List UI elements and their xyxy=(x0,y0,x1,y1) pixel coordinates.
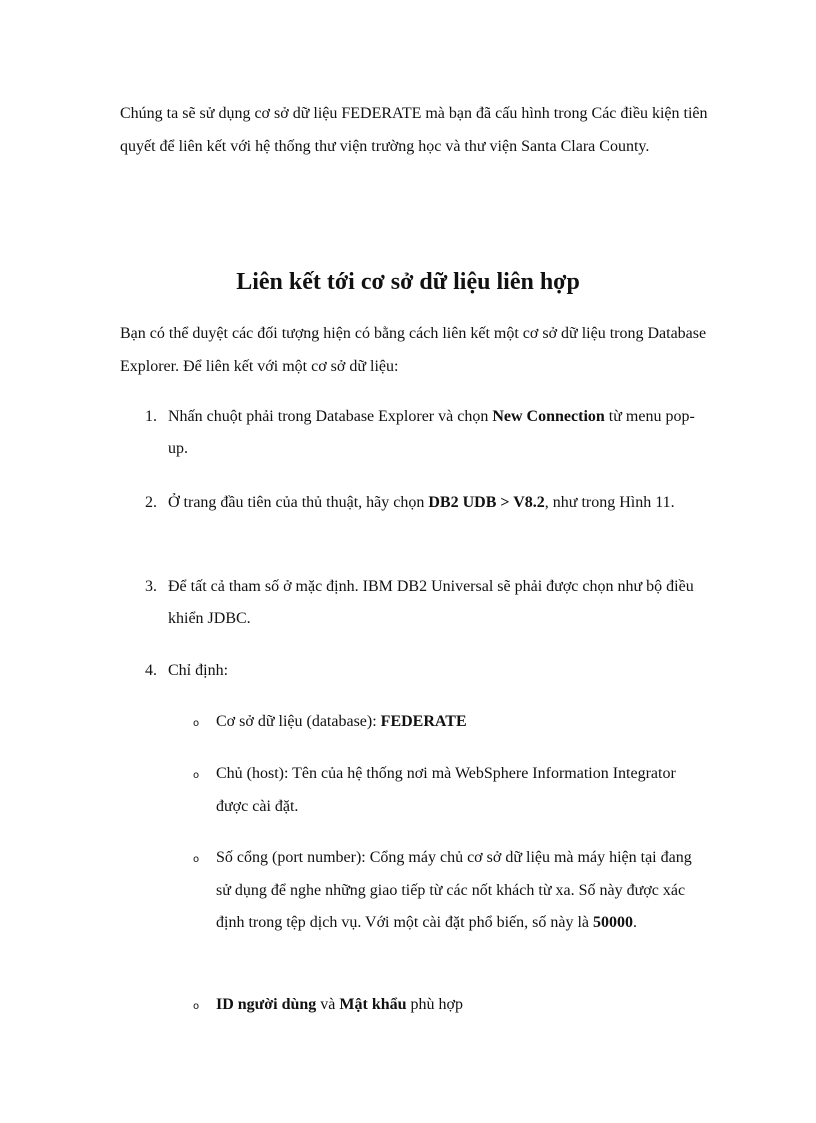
step-number: 2. xyxy=(145,494,157,511)
step-item xyxy=(145,401,705,465)
step-text: Ở trang đầu tiên của thủ thuật, hãy chọn DB2 UDB > V8.2, như trong Hình 11. xyxy=(168,494,675,511)
step-number: 3. xyxy=(145,578,157,595)
step-text: Chỉ định: xyxy=(168,662,229,679)
step-item xyxy=(145,655,705,687)
intro-paragraph: Chúng ta sẽ sử dụng cơ sở dữ liệu FEDERATE mà bạn đã cấu hình trong Các điều kiện tiên quyết để liên kết với hệ thống thư viện trường học và thư viện Santa Clara County. xyxy=(120,105,708,155)
bullet-marker: o xyxy=(193,770,200,781)
step-item xyxy=(145,487,705,519)
sub-bullet-item xyxy=(193,989,703,1022)
bullet-text: Cơ sở dữ liệu (database): FEDERATE xyxy=(216,713,467,730)
bullet-text: Số cổng (port number): Cổng máy chủ cơ sở dữ liệu mà máy hiện tại đang sử dụng để nghe những giao tiếp từ các nốt khách từ xa. Số này được xác định trong tệp dịch vụ. Với một cài đặt phổ biến, số này là 50000. xyxy=(216,849,692,931)
step-text: Để tất cả tham số ở mặc định. IBM DB2 Universal sẽ phải được chọn như bộ điều khiển JDBC. xyxy=(168,578,694,627)
bullet-marker: o xyxy=(193,718,200,729)
step-number: 4. xyxy=(145,662,157,679)
explorer-paragraph: Bạn có thể duyệt các đối tượng hiện có bằng cách liên kết một cơ sở dữ liệu trong Database Explorer. Để liên kết với một cơ sở dữ liệu: xyxy=(120,325,707,375)
sub-bullet-item xyxy=(193,758,703,823)
step-number: 1. xyxy=(145,408,157,425)
sub-bullet-item xyxy=(193,706,703,739)
bullet-marker: o xyxy=(193,854,200,865)
section-heading: Liên kết tới cơ sở dữ liệu liên hợp xyxy=(236,269,580,295)
bullet-marker: o xyxy=(193,1001,200,1012)
sub-bullet-item xyxy=(193,842,703,940)
bullet-text: ID người dùng và Mật khẩu phù hợp xyxy=(216,996,463,1013)
step-text: Nhấn chuột phải trong Database Explorer và chọn New Connection từ menu pop-up. xyxy=(168,408,695,457)
bullet-text: Chủ (host): Tên của hệ thống nơi mà WebSphere Information Integrator được cài đặt. xyxy=(216,765,676,815)
step-item xyxy=(145,571,705,635)
